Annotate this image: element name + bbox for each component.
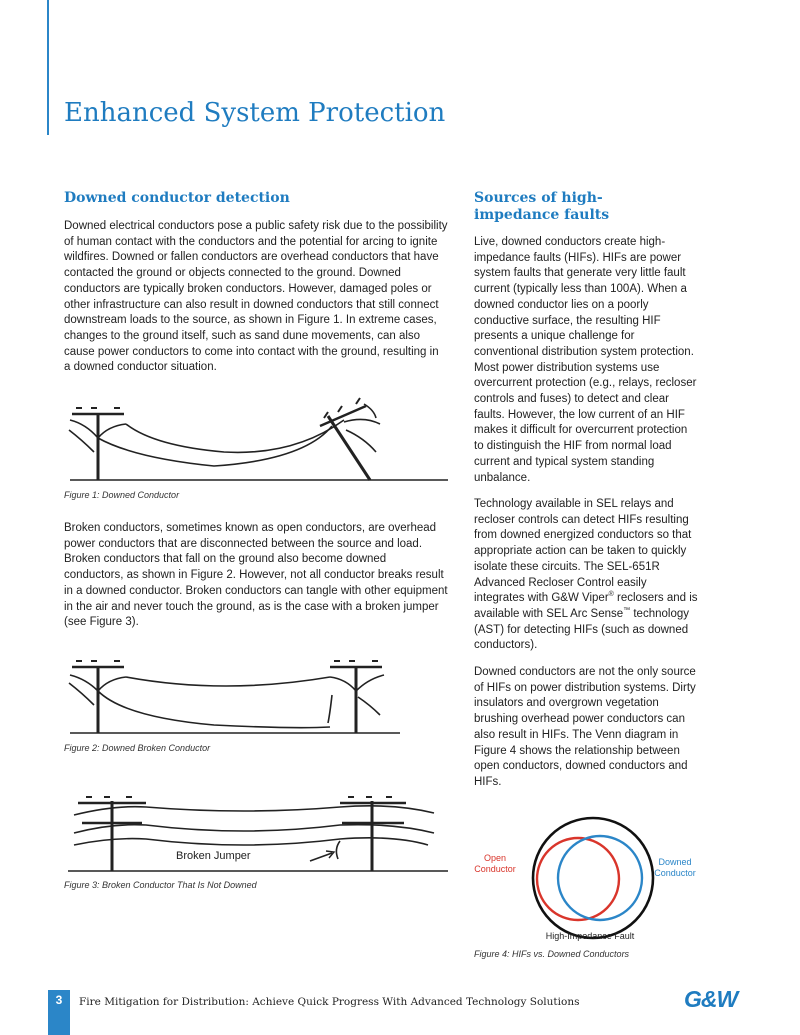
open-conductor-circle [537,838,619,920]
downed-conductor-paragraph: Downed electrical conductors pose a public safety risk due to the possibility of human contact with the conductors and the potential for arcing to ignite wildfires. Downed or fallen conductors are overhead conductors that have contacted the ground or objects connected to the ground. Downed conductors are typically broken conductors. However, damaged poles or other infrastructure can also result in downed conductors that still connect downstream loads to the source, as shown in Figure 1. In extreme cases, changes to the ground itself, such as sand dune movements, can also cause power conductors to come into contact with the ground, resulting in a downed conductor situation. [64,220,448,374]
figure-4-caption: Figure 4: HIFs vs. Downed Conductors [474,949,630,959]
figure-3-illustration [64,793,448,873]
venn-hif-label: High-Impedance Fault [545,931,635,941]
venn-open-label-2: Conductor [474,864,516,874]
page-number: 3 [55,993,63,1007]
hif-paragraph-2 [474,497,698,654]
hif-heading-line2: impedance faults [474,207,610,223]
hif-heading-line1: Sources of high- [474,190,603,206]
gw-logo: G&W [684,986,738,1012]
broken-jumper-label: Broken Jumper [176,850,251,862]
para2-part-c: technology (AST) for detecting HIFs (such as downed conductors). [474,607,689,652]
figure-2-illustration [64,655,404,735]
para2-part-a: Technology available in SEL relays and recloser controls can detect HIFs resulting from downed energized conductors so that appropriate action can be taken to quickly isolate these circuits. The SEL-651R Advanced Recloser Control easily integrates with G&W Viper [474,498,692,605]
figure-4-venn-diagram [470,820,710,945]
hif-paragraph-3: Downed conductors are not the only source of HIFs on power distribution systems. Dirty insulators and overgrown vegetation brushing overhead power conductors can also result in HIFs. The Venn diagram in Figure 4 shows the relationship between open conductors, downed conductors and HIFs. [474,666,696,788]
figure-1-illustration [64,400,448,482]
hif-paragraph-1: Live, downed conductors create high-impedance faults (HIFs). HIFs are power system faults that generate very little fault current (typically less than 100A). When a downed conductor lies on a poorly conductive surface, the resulting HIF presents a unique challenge for conventional distribution system protection. Most power distribution systems use overcurrent protection (e.g., relays, recloser controls and fuses) to detect and clear faults. However, the low current of an HIF makes it difficult for overcurrent protection to distinguish the HIF from normal load current and typical system standing unbalance. [474,236,697,484]
downed-conductor-circle [558,836,642,920]
venn-downed-label-2: Conductor [654,868,696,878]
footer-document-title: Fire Mitigation for Distribution: Achieve Quick Progress With Advanced Technology Solutions [79,996,580,1008]
accent-rule [47,0,49,135]
hif-sources-heading [474,190,609,224]
trademark-mark: ™ [623,607,631,615]
venn-downed-label: Downed [658,857,692,867]
para2-part-b: reclosers and is available with SEL Arc Sense [474,592,698,620]
registered-mark: ® [608,591,614,599]
page-title: Enhanced System Protection [64,98,446,128]
figure-3-caption: Figure 3: Broken Conductor That Is Not Downed [64,880,257,890]
downed-conductor-heading: Downed conductor detection [64,190,290,206]
figure-1-caption: Figure 1: Downed Conductor [64,490,180,500]
figure-2-caption: Figure 2: Downed Broken Conductor [64,743,211,753]
venn-open-label: Open [483,853,507,863]
broken-conductor-paragraph: Broken conductors, sometimes known as open conductors, are overhead power conductors that are disconnected between the source and load. Broken conductors that fall on the ground also become downed conductors, as shown in Figure 2. However, not all conductor breaks result in a downed conductor. Broken conductors can tangle with other equipment in the air and never touch the ground, as is the case with a broken jumper (see Figure 3). [64,522,448,629]
